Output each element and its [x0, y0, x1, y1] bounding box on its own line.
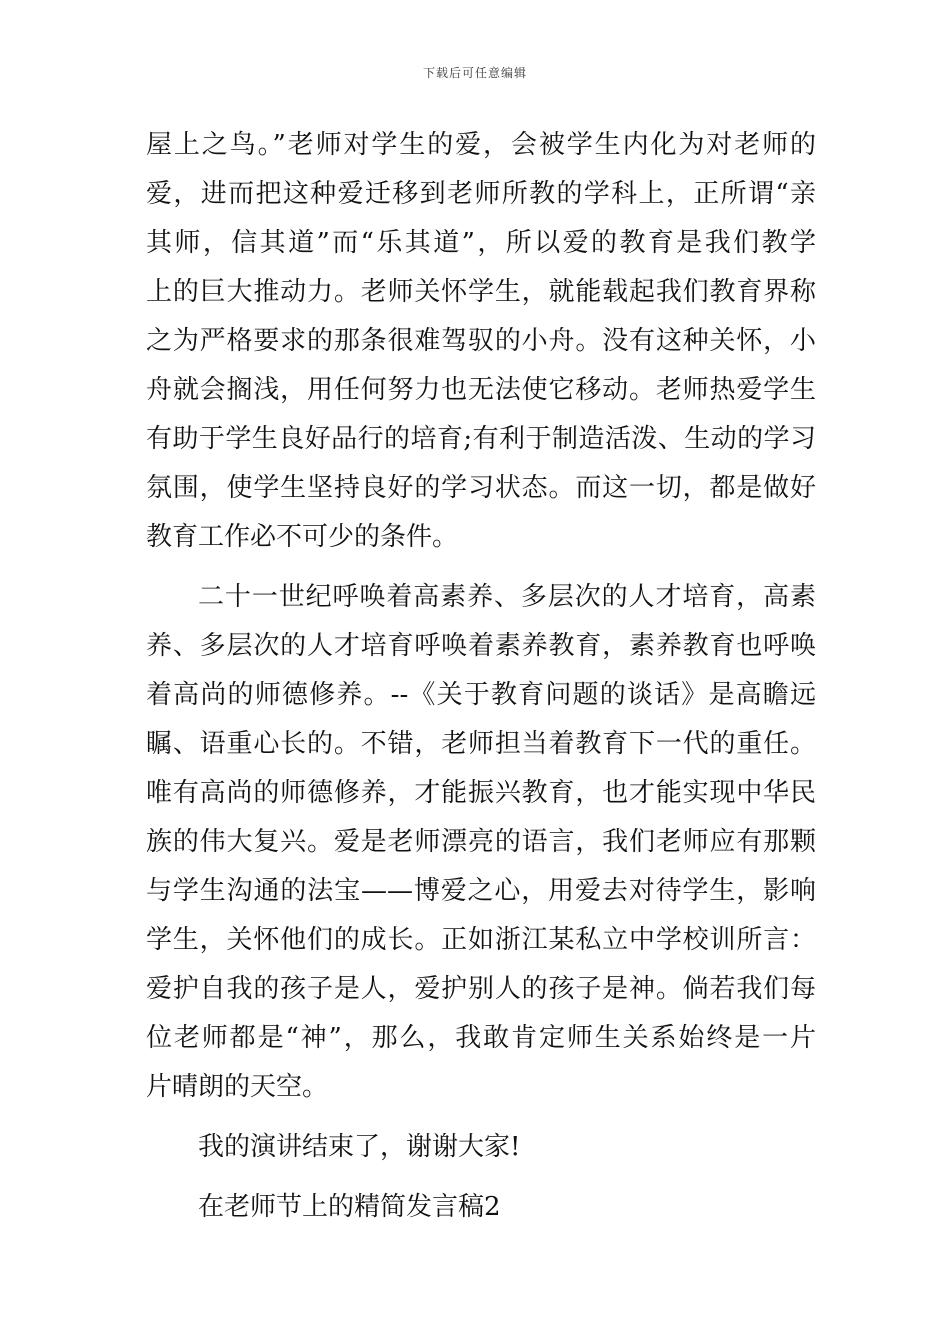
paragraph-2-line-4: 瞩、语重心长的。不错，老师担当着教育下一代的重任。 [146, 729, 816, 759]
paragraph-1-line-4: 上的巨大推动力。老师关怀学生，就能载起我们教育界称 [146, 277, 816, 307]
paragraph-2-line-8: 学生，关怀他们的成长。正如浙江某私立中学校训所言： [146, 925, 816, 955]
paragraph-1-line-3: 其师，信其道”而“乐其道”，所以爱的教育是我们教学 [146, 228, 816, 258]
header-note: 下载后可任意编辑 [422, 66, 527, 80]
paragraph-2-line-5: 唯有高尚的师德修养，才能振兴教育，也才能实现中华民 [146, 778, 816, 808]
paragraph-2-line-10: 位老师都是“神”，那么，我敢肯定师生关系始终是一片 [146, 1023, 816, 1053]
paragraph-2-line-3: 着高尚的师德修养。--《关于教育问题的谈话》是高瞻远 [146, 680, 816, 710]
paragraph-1-line-6: 舟就会搁浅，用任何努力也无法使它移动。老师热爱学生 [146, 375, 816, 405]
closing-remark: 我的演讲结束了，谢谢大家! [198, 1132, 521, 1162]
paragraph-2-line-6: 族的伟大复兴。爱是老师漂亮的语言，我们老师应有那颗 [146, 827, 816, 857]
paragraph-2-line-2: 养、多层次的人才培育呼唤着素养教育，素养教育也呼唤 [146, 631, 816, 661]
paragraph-1-line-8: 氛围，使学生坚持良好的学习状态。而这一切，都是做好 [146, 473, 816, 503]
paragraph-1-line-5: 之为严格要求的那条很难驾驭的小舟。没有这种关怀，小 [146, 326, 816, 356]
paragraph-2-line-9: 爱护自我的孩子是人，爱护别人的孩子是神。倘若我们每 [146, 974, 816, 1004]
next-speech-title: 在老师节上的精简发言稿2 [198, 1192, 501, 1222]
paragraph-1-line-9: 教育工作必不可少的条件。 [146, 522, 459, 552]
paragraph-2-line-11: 片晴朗的天空。 [146, 1072, 329, 1102]
paragraph-1-line-2: 爱，进而把这种爱迁移到老师所教的学科上，正所谓“亲 [146, 179, 816, 209]
paragraph-1-line-7: 有助于学生良好品行的培育;有利于制造活泼、生动的学习 [146, 424, 816, 454]
paragraph-2-line-7: 与学生沟通的法宝——博爱之心，用爱去对待学生，影响 [146, 876, 816, 906]
paragraph-1-line-1: 屋上之鸟。”老师对学生的爱，会被学生内化为对老师的 [146, 130, 816, 160]
paragraph-2-line-1: 二十一世纪呼唤着高素养、多层次的人才培育，高素 [198, 582, 816, 612]
